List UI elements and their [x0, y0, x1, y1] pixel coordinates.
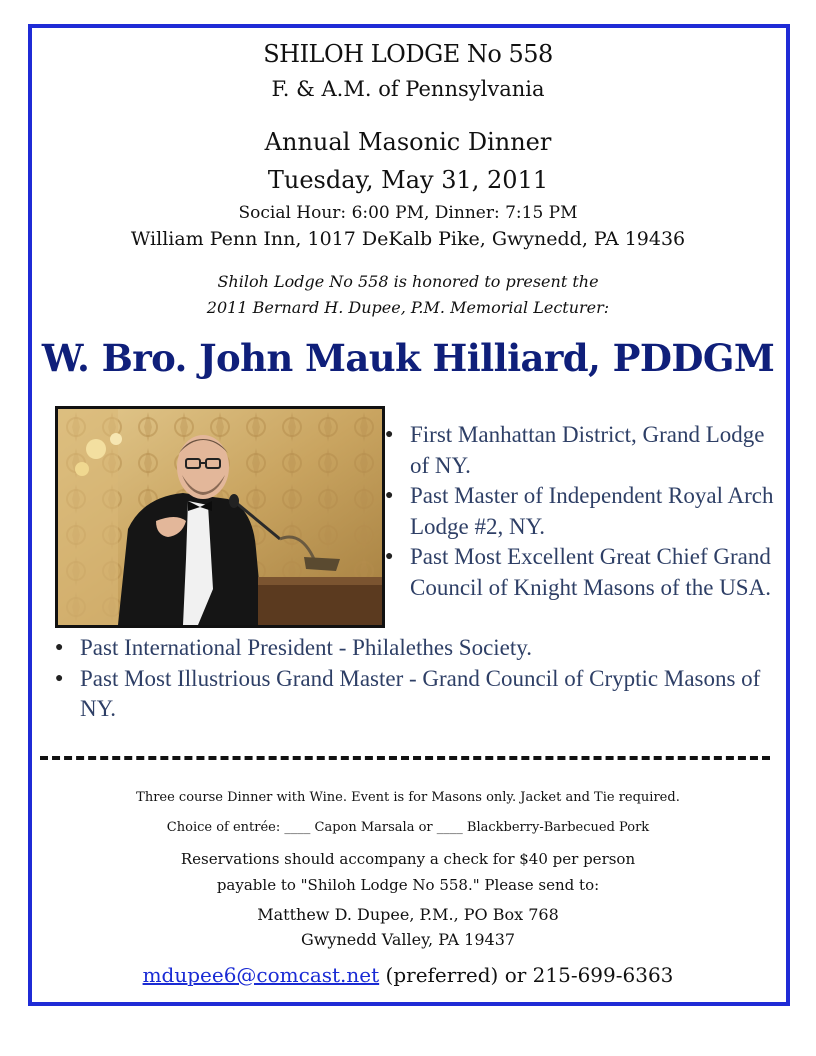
contact-phone: (preferred) or 215-699-6363: [379, 963, 674, 987]
event-title: Annual Masonic Dinner: [264, 128, 552, 156]
credentials-full-list: [55, 633, 775, 725]
lodge-name: SHILOH LODGE No 558: [263, 40, 553, 68]
contact-line: [0, 963, 816, 987]
payable-note: payable to "Shiloh Lodge No 558." Please send to:: [216, 876, 600, 894]
intro-line-1: Shiloh Lodge No 558 is honored to present the: [217, 272, 599, 291]
email-link[interactable]: mdupee6@comcast.net: [142, 963, 380, 987]
entree-choice: Choice of entrée: ____ Capon Marsala or ____ Blackberry-Barbecued Pork: [166, 820, 650, 835]
list-item: ● Past Most Excellent Great Chief Grand Council of Knight Masons of the USA.: [385, 544, 771, 600]
bullet-icon: ●: [385, 549, 394, 564]
mailing-name: Matthew D. Dupee, P.M., PO Box 768: [257, 905, 559, 924]
bullet-icon: ●: [385, 488, 394, 503]
bullet-icon: ●: [55, 670, 64, 686]
list-item: ● First Manhattan District, Grand Lodge of NY.: [385, 422, 765, 478]
event-date: Tuesday, May 31, 2011: [267, 166, 549, 194]
dinner-details: Three course Dinner with Wine. Event is for Masons only. Jacket and Tie required.: [136, 790, 680, 805]
bullet-icon: ●: [385, 427, 394, 442]
intro-line-2: 2011 Bernard H. Dupee, P.M. Memorial Lecturer:: [206, 298, 610, 317]
mailing-city: Gwynedd Valley, PA 19437: [300, 930, 516, 949]
list-item: ● Past Most Illustrious Grand Master - Grand Council of Cryptic Masons of NY.: [55, 665, 761, 721]
credentials-right-list: [385, 420, 785, 603]
speaker-photo: [55, 406, 385, 628]
bullet-icon: ●: [55, 640, 64, 655]
reservation-note: Reservations should accompany a check for $40 per person: [180, 850, 636, 868]
list-item: ● Past Master of Independent Royal Arch Lodge #2, NY.: [385, 483, 774, 539]
cut-line-divider: [40, 756, 770, 760]
list-item: ● Past International President - Philalethes Society.: [55, 633, 775, 664]
speaker-name: W. Bro. John Mauk Hilliard, PDDGM: [41, 336, 775, 380]
event-venue: William Penn Inn, 1017 DeKalb Pike, Gwynedd, PA 19436: [130, 228, 686, 250]
lodge-jurisdiction: F. & A.M. of Pennsylvania: [271, 77, 545, 101]
event-times: Social Hour: 6:00 PM, Dinner: 7:15 PM: [238, 203, 578, 223]
